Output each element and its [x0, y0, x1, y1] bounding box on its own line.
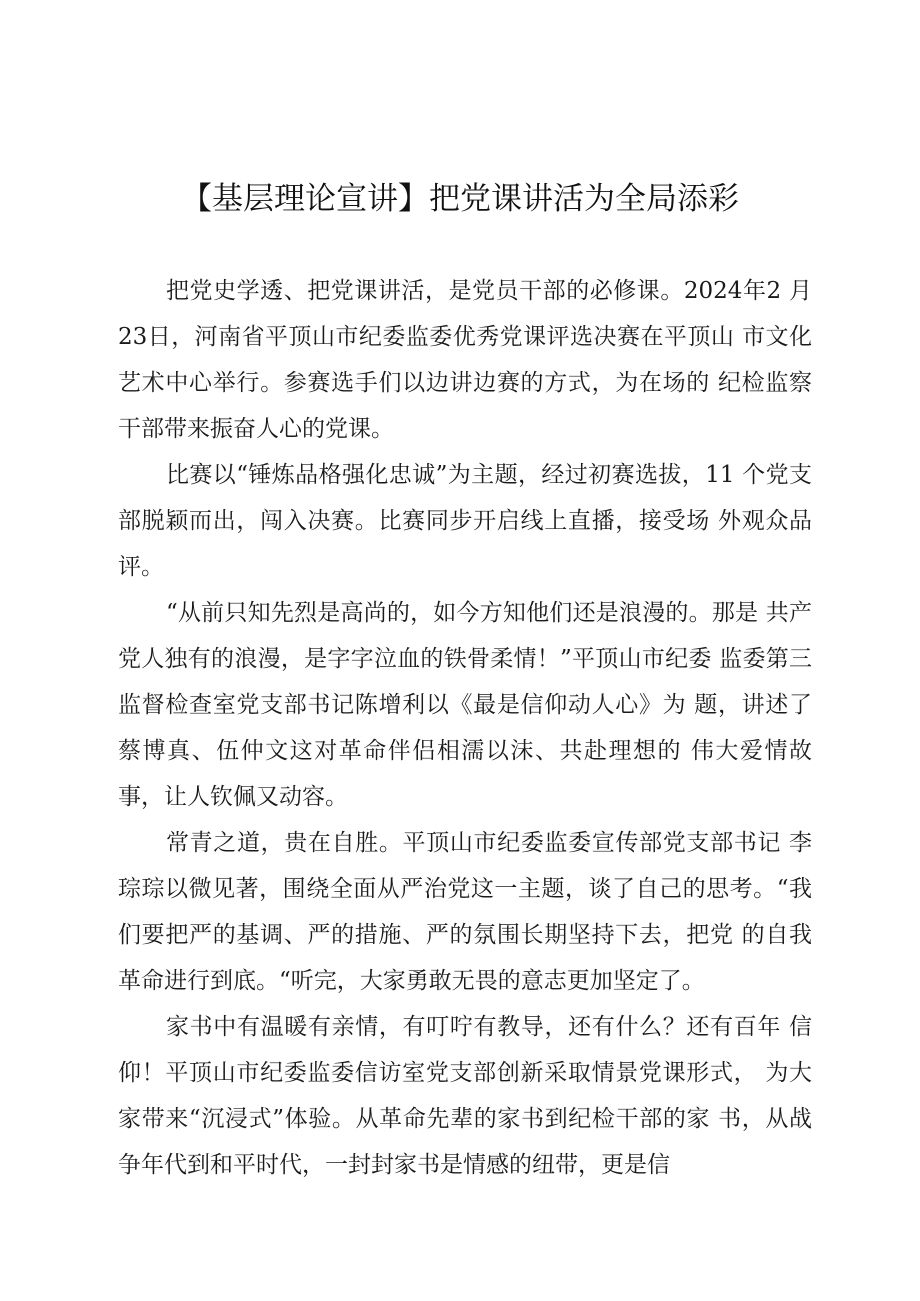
- paragraph-4: 常青之道，贵在自胜。平顶山市纪委监委宣传部党支部书记 李琮琮以微见著，围绕全面从严治党这一主题，谈了自己的思考。“我们要把严的基调、严的措施、严的氛围长期坚持下去，把党 的自我革命进行到底。“听完，大家勇敢无畏的意志更加坚定了。: [118, 830, 812, 994]
- paragraph-3: “从前只知先烈是高尚的，如今方知他们还是浪漫的。那是 共产党人独有的浪漫，是字字泣血的铁骨柔情！”平顶山市纪委 监委第三监督检查室党支部书记陈增利以《最是信仰动人心》为 题，讲述了蔡博真、伍仲文这对革命伴侣相濡以沫、共赴理想的 伟大爱情故事，让人钦佩又动容。: [118, 600, 812, 810]
- paragraph-1: 把党史学透、把党课讲活，是党员干部的必修课。2024年2 月23日，河南省平顶山市纪委监委优秀党课评选决赛在平顶山 市文化艺术中心举行。参赛选手们以边讲边赛的方式，为在场的 纪检监察干部带来振奋人心的党课。: [118, 278, 812, 442]
- document-body: [118, 268, 812, 1188]
- paragraph-2: 比赛以“锤炼品格强化忠诚”为主题，经过初赛选拔，11 个党支部脱颖而出，闯入决赛。比赛同步开启线上直播，接受场 外观众品评。: [118, 462, 812, 580]
- paragraph-5: 家书中有温暖有亲情，有叮咛有教导，还有什么？还有百年 信仰！平顶山市纪委监委信访室党支部创新采取情景党课形式， 为大家带来“沉浸式”体验。从革命先辈的家书到纪检干部的家 书，从战争年代到和平时代，一封封家书是情感的纽带，更是信: [118, 1014, 812, 1178]
- document-title: 【基层理论宣讲】把党课讲活为全局添彩: [181, 181, 739, 217]
